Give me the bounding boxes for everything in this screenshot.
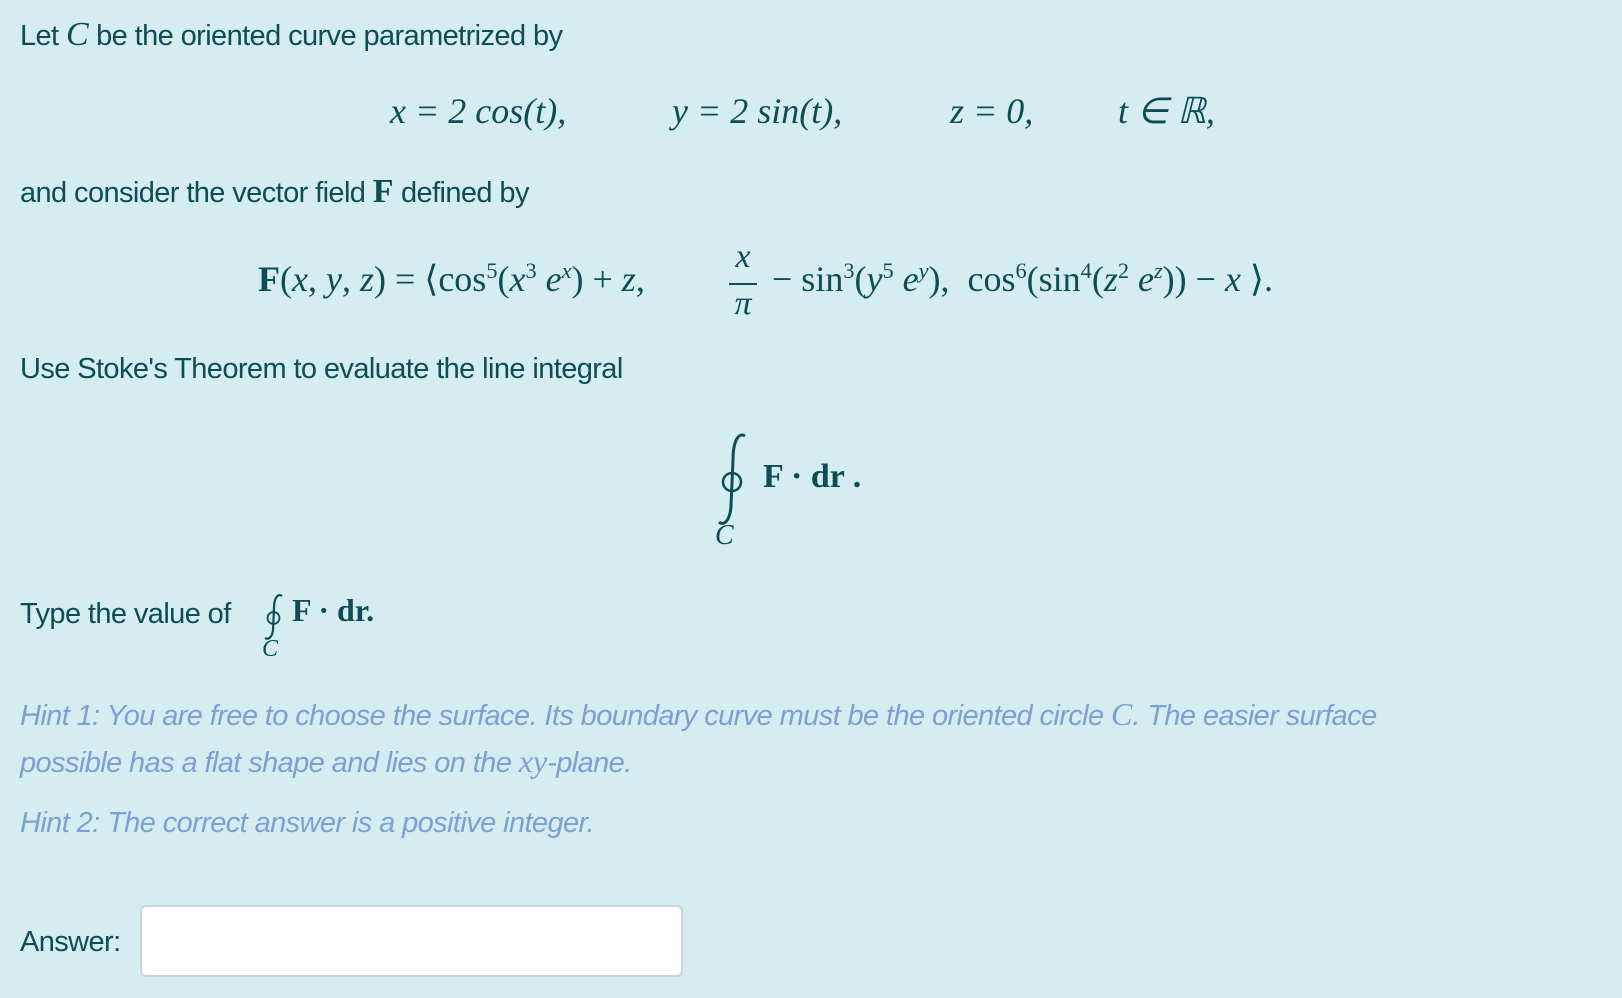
contour-integral-icon	[715, 430, 755, 530]
inline-subscript: C	[262, 636, 279, 662]
answer-label: Answer:	[20, 926, 121, 958]
type-value-text: Type the value of	[20, 598, 231, 630]
hint2: Hint 2: The correct answer is a positive integer.	[20, 807, 594, 839]
eq-t: t ∈ ℝ,	[1118, 91, 1215, 131]
eq-y: y = 2 sin(t),	[672, 91, 843, 131]
stokes-text: Use Stoke's Theorem to evaluate the line integral	[20, 353, 623, 385]
inline-integrand: F · dr.	[292, 592, 375, 628]
field-intro-text: and consider the vector field F defined by	[20, 173, 529, 210]
contour-integral-small-icon	[262, 592, 288, 642]
hint1-line1: Hint 1: You are free to choose the surface. Its boundary curve must be the oriented circle C. The easier surface	[20, 696, 1377, 732]
inline-integral	[262, 588, 422, 668]
field-def-part2: − $\sin^3(y^5$ $e^y$), $\cos^6(\sin^4(z^2$ $e^z)) - x$ ⟩.	[772, 258, 1273, 299]
frac-denominator: π	[734, 285, 752, 322]
curve-symbol: C	[65, 16, 89, 53]
eq-z: z = 0,	[950, 91, 1034, 131]
intro-text: Let C be the oriented curve parametrized by	[20, 16, 563, 53]
display-integral	[715, 430, 915, 560]
hint1-line2: possible has a flat shape and lies on the xy-plane.	[20, 743, 632, 779]
field-def-part1: F(x, y, $z) = ⟨\cos^5(x^3$ $e^x) + z$,	[258, 258, 645, 299]
eq-x: x = 2 cos(t),	[390, 91, 567, 131]
integral-subscript: C	[715, 520, 734, 551]
integral-integrand: F · dr .	[763, 458, 862, 495]
answer-input[interactable]	[140, 905, 683, 977]
field-symbol: F	[372, 173, 394, 210]
hint1-curve-symbol: C	[1111, 696, 1133, 732]
frac-numerator: x	[735, 238, 751, 275]
hint1-plane-symbol: xy	[518, 743, 548, 779]
